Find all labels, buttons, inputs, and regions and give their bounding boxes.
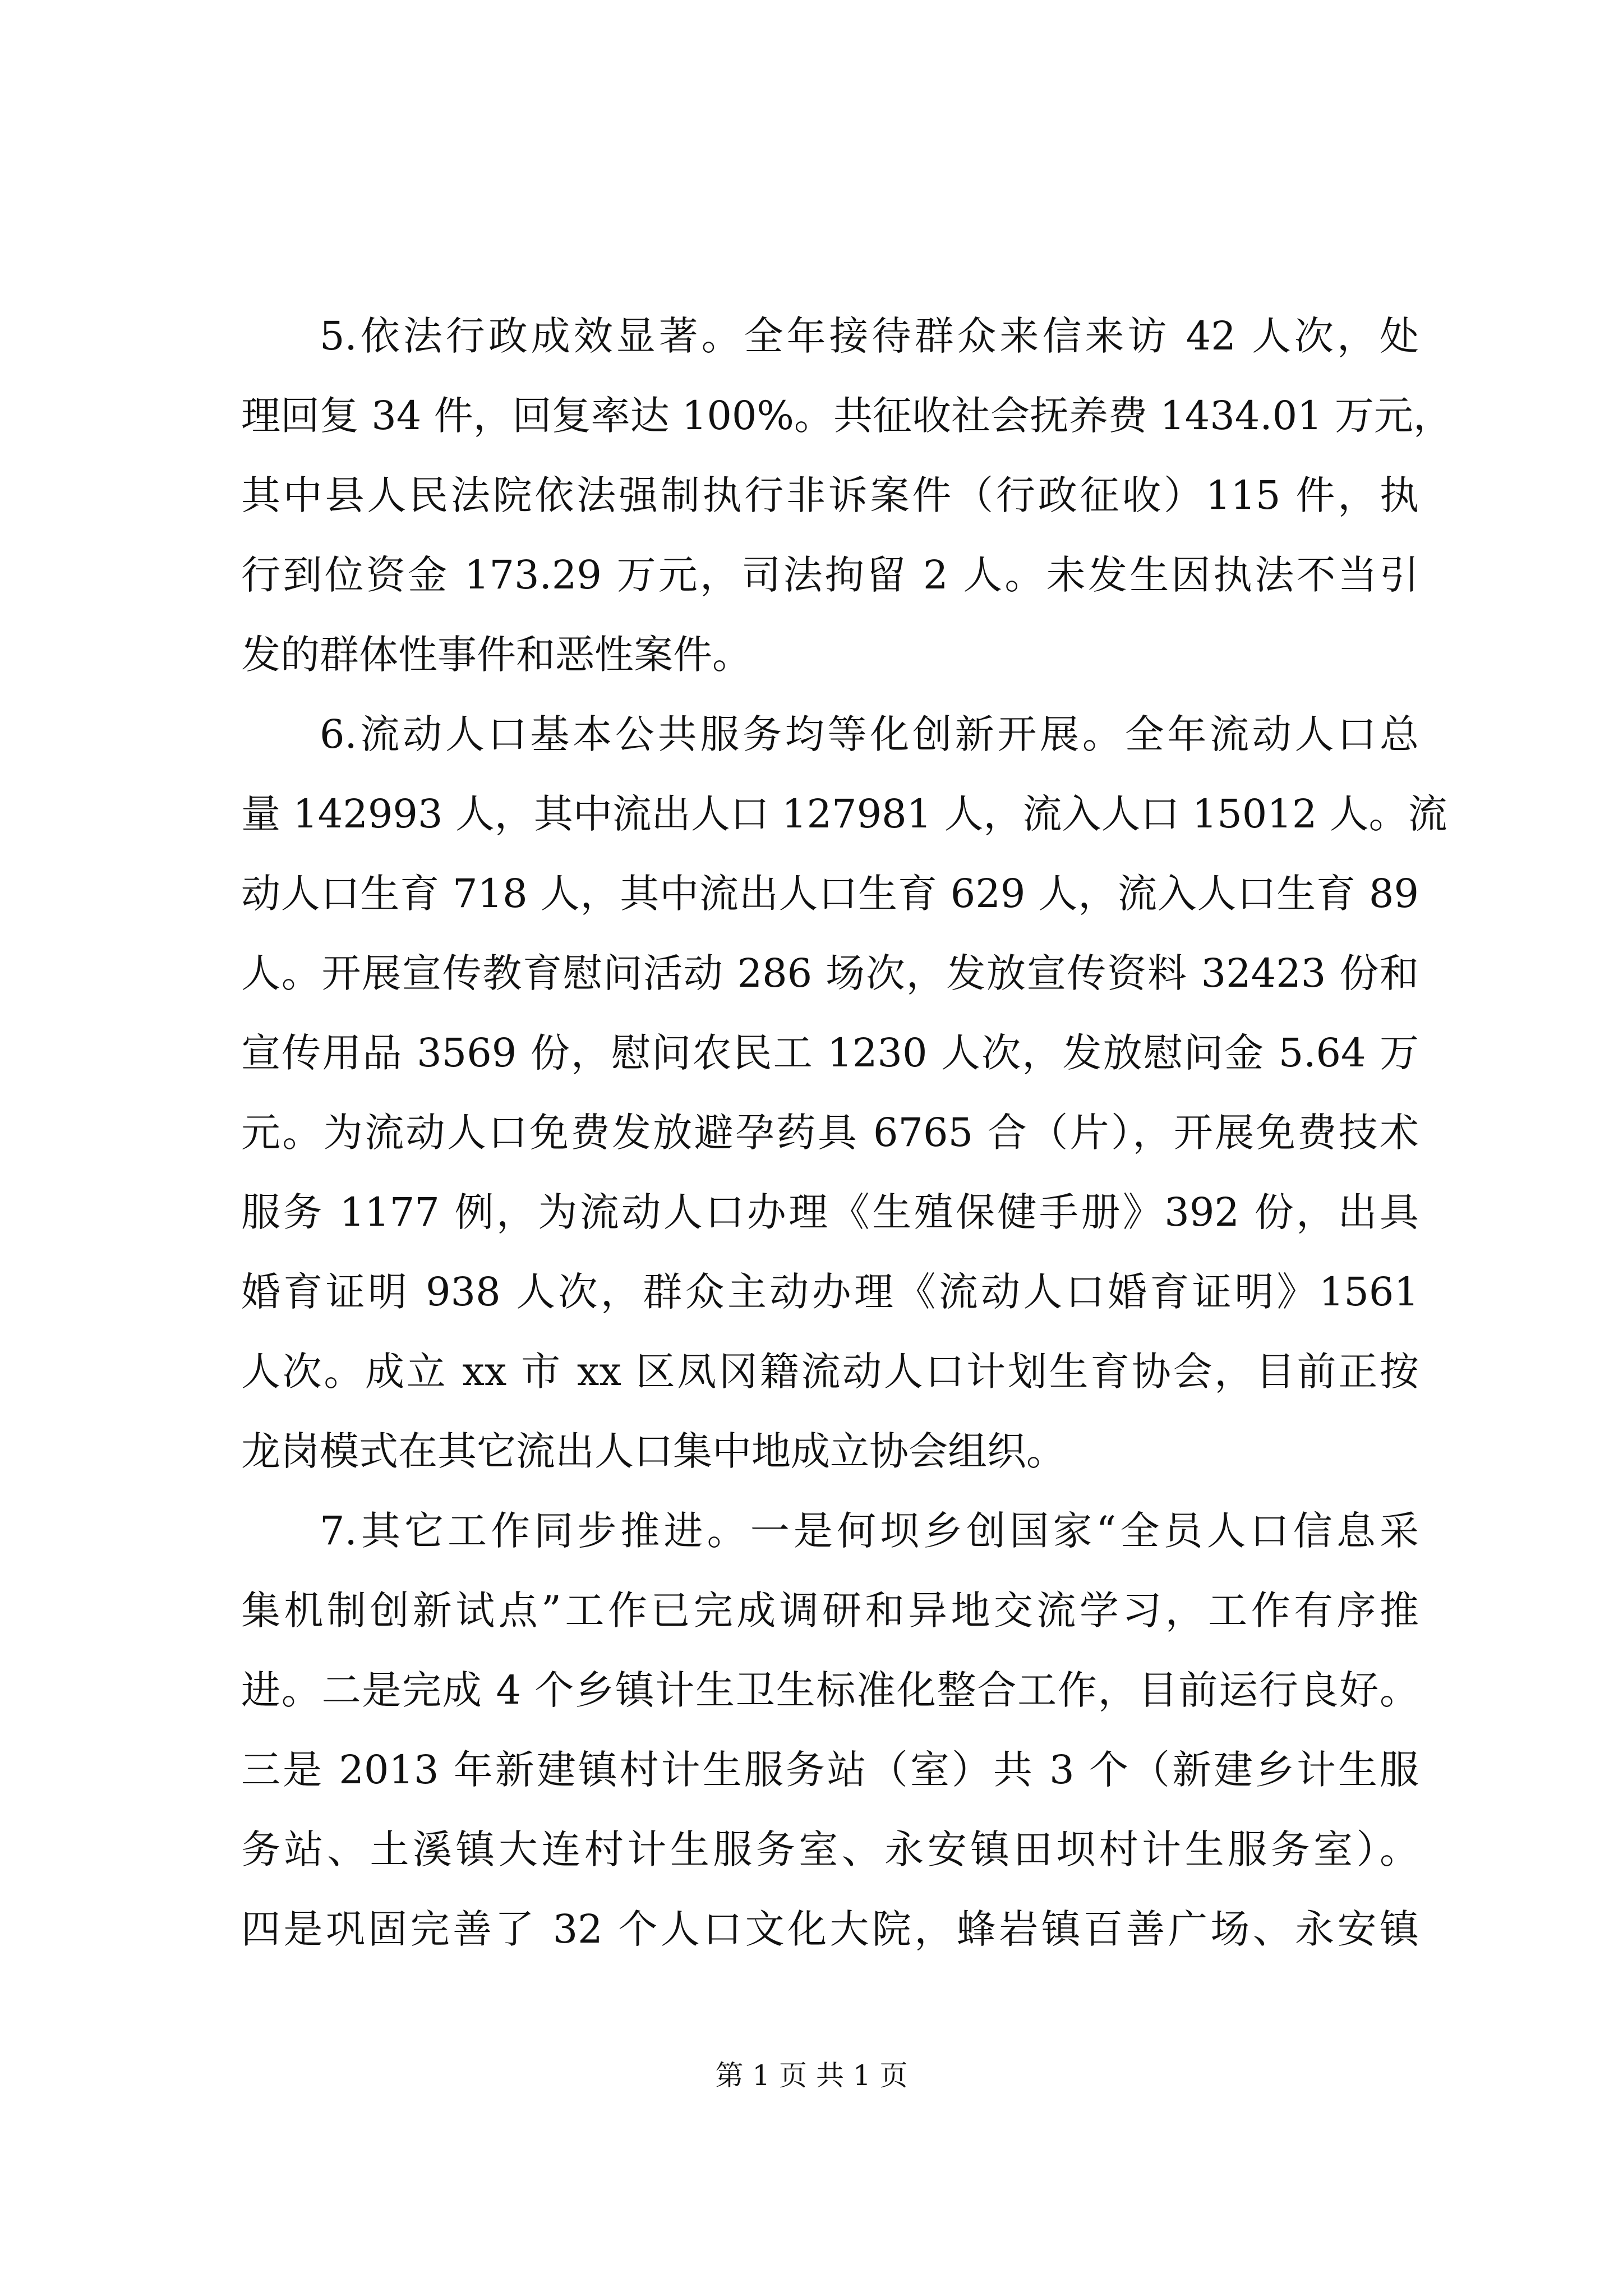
text-line: 四是巩固完善了 32 个人口文化大院，蜂岩镇百善广场、永安镇 xyxy=(241,1906,1419,1952)
text-line: 务站、土溪镇大连村计生服务室、永安镇田坝村计生服务室）。 xyxy=(241,1826,1419,1872)
document-body xyxy=(241,296,1453,1969)
text-line: 发的群体性事件和恶性案件。 xyxy=(241,632,751,678)
paragraph-7 xyxy=(241,1491,1419,1969)
text-line: 其中县人民法院依法强制执行非诉案件（行政征收）115 件，执 xyxy=(241,472,1419,518)
text-line: 元。为流动人口免费发放避孕药具 6765 合（片），开展免费技术 xyxy=(241,1110,1419,1156)
text-line: 服务 1177 例，为流动人口办理《生殖保健手册》392 份，出具 xyxy=(241,1189,1419,1235)
text-line: 6.流动人口基本公共服务均等化创新开展。全年流动人口总 xyxy=(320,711,1419,757)
text-line: 5.依法行政成效显著。全年接待群众来信来访 42 人次，处 xyxy=(320,313,1419,359)
text-line: 量 142993 人，其中流出人口 127981 人，流入人口 15012 人。流 xyxy=(241,791,1447,837)
text-line: 进。二是完成 4 个乡镇计生卫生标准化整合工作，目前运行良好。 xyxy=(241,1667,1419,1713)
text-line: 人次。成立 xx 市 xx 区凤冈籍流动人口计划生育协会，目前正按 xyxy=(241,1349,1419,1395)
text-line: 三是 2013 年新建镇村计生服务站（室）共 3 个（新建乡计生服 xyxy=(241,1747,1419,1793)
text-line: 集机制创新试点”工作已完成调研和异地交流学习，工作有序推 xyxy=(241,1588,1419,1634)
page-footer: 第 1 页 共 1 页 xyxy=(715,2059,908,2092)
text-line: 婚育证明 938 人次，群众主动办理《流动人口婚育证明》1561 xyxy=(241,1269,1419,1315)
text-line: 理回复 34 件，回复率达 100%。共征收社会抚养费 1434.01 万元， xyxy=(241,393,1453,439)
text-line: 龙岗模式在其它流出人口集中地成立协会组织。 xyxy=(241,1428,1066,1474)
text-line: 动人口生育 718 人，其中流出人口生育 629 人，流入人口生育 89 xyxy=(241,871,1419,917)
text-line: 人。开展宣传教育慰问活动 286 场次，发放宣传资料 32423 份和 xyxy=(241,950,1419,996)
text-line: 行到位资金 173.29 万元，司法拘留 2 人。未发生因执法不当引 xyxy=(241,552,1419,598)
paragraph-5 xyxy=(241,296,1453,694)
text-line: 7.其它工作同步推进。一是何坝乡创国家“全员人口信息采 xyxy=(320,1508,1419,1554)
text-line: 宣传用品 3569 份，慰问农民工 1230 人次，发放慰问金 5.64 万 xyxy=(241,1030,1419,1076)
paragraph-6 xyxy=(241,694,1447,1491)
